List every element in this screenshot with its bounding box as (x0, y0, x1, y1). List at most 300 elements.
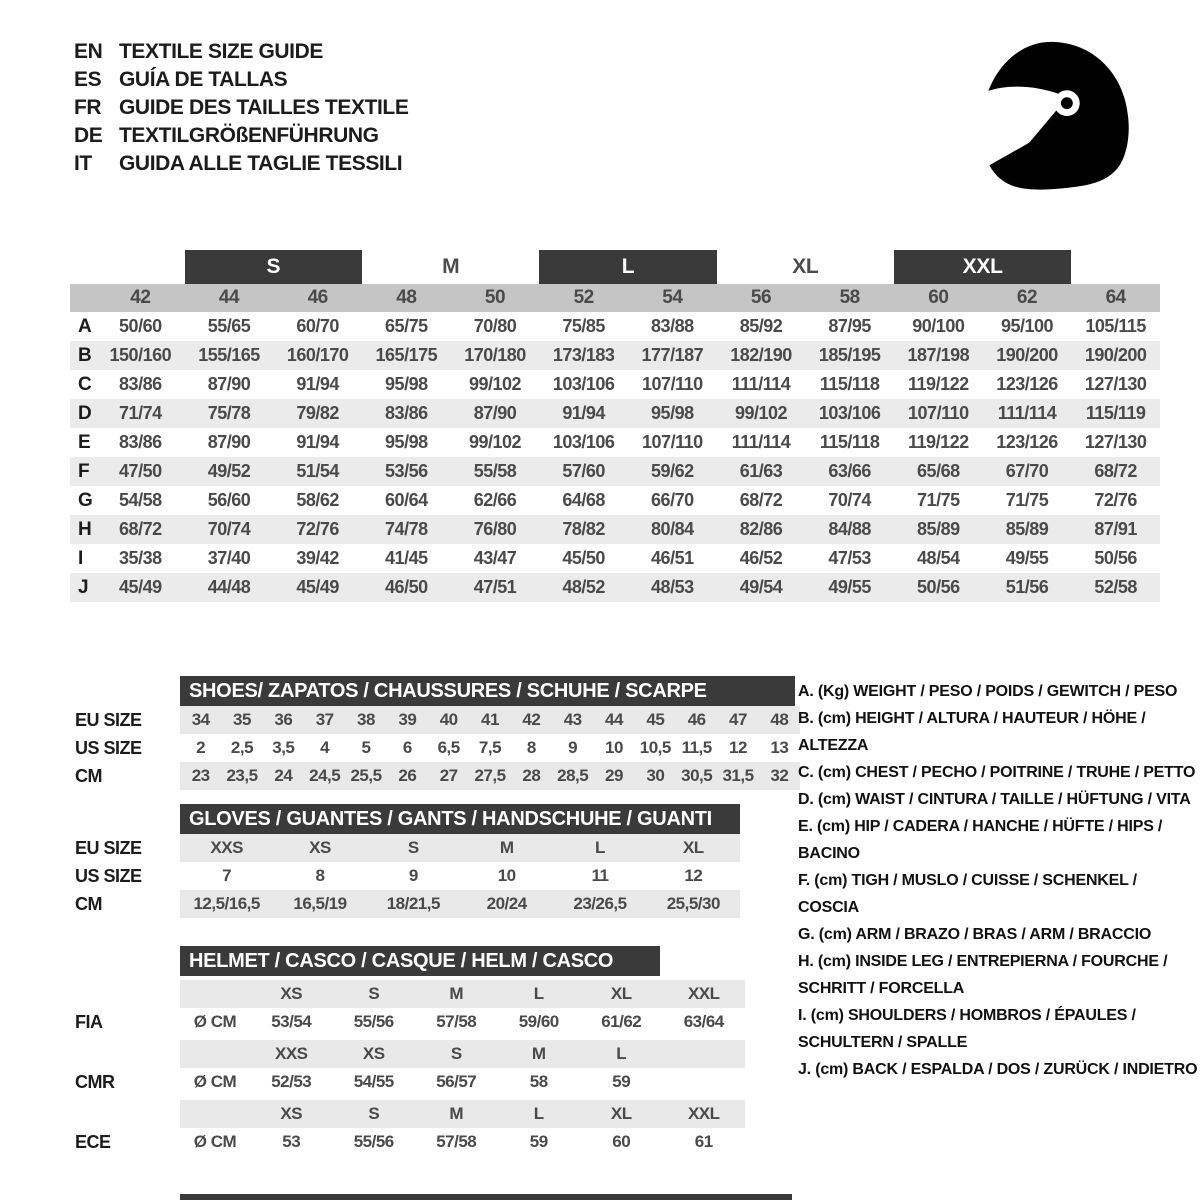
size-value: 59/62 (651, 461, 694, 481)
helmet-values (180, 980, 745, 1008)
value-cell: 44 (605, 710, 623, 729)
numeric-size: 48 (396, 287, 417, 308)
size-value: 78/82 (562, 519, 605, 539)
size-value: 103/106 (552, 374, 615, 394)
size-value: 72/76 (1094, 490, 1137, 510)
value-cell: 20/24 (486, 894, 527, 913)
size-value: 47/50 (119, 461, 162, 481)
size-value: 47/51 (473, 577, 517, 597)
value-cell: 46 (687, 710, 706, 729)
letter-size-xl: XL (792, 255, 819, 278)
corner-cell (70, 284, 96, 312)
size-value: 95/98 (651, 403, 694, 423)
row-letter: J (78, 576, 89, 598)
numeric-size: 42 (130, 287, 151, 308)
size-value: 87/95 (828, 316, 871, 336)
shoes-section (70, 676, 800, 790)
size-value: 115/119 (1085, 403, 1146, 423)
value-cell: M (499, 838, 514, 857)
size-value: 83/86 (119, 432, 162, 452)
size-table-row (70, 457, 1160, 486)
language-code: ES (74, 68, 102, 91)
helmet-row (70, 1128, 745, 1156)
value-cell (663, 1040, 746, 1068)
value-cell: S (368, 984, 380, 1003)
size-value: 49/55 (1005, 548, 1049, 568)
legend-item: J. (cm) BACK / ESPALDA / DOS / ZURÜCK / INDIETRO (798, 1061, 1198, 1078)
value-cell: 41 (481, 710, 499, 729)
value-cell: XXL (687, 1104, 720, 1123)
row-letter: C (78, 373, 92, 395)
row-letter: F (78, 460, 90, 482)
value-cell (180, 1100, 250, 1128)
size-value: 111/114 (997, 403, 1057, 423)
size-value: 79/82 (296, 403, 339, 423)
size-value: 68/72 (739, 490, 783, 510)
size-value: 170/180 (464, 345, 526, 365)
value-cell: 25,5 (350, 766, 382, 785)
letter-size-s: S (185, 250, 362, 284)
numeric-size: 56 (750, 287, 772, 308)
size-value: 55/58 (473, 461, 517, 481)
value-cell (180, 980, 250, 1008)
size-value: 62/66 (473, 490, 517, 510)
row-letter: B (78, 344, 92, 366)
numeric-size: 52 (573, 287, 594, 308)
value-cell: 48 (770, 710, 789, 729)
value-cell (663, 1068, 746, 1096)
size-value: 49/52 (207, 461, 251, 481)
measure-label: US SIZE (75, 737, 142, 758)
gloves-values (180, 834, 740, 862)
measure-label: US SIZE (75, 865, 142, 886)
value-cell: 57/58 (436, 1132, 477, 1151)
size-value: 107/110 (908, 403, 969, 423)
value-cell: 39 (398, 710, 417, 729)
value-cell: 10 (497, 866, 516, 885)
size-value: 70/74 (828, 490, 871, 510)
numeric-size: 60 (928, 287, 949, 308)
value-cell: 43 (563, 710, 582, 729)
size-value: 115/118 (819, 374, 880, 394)
size-value: 105/115 (1085, 316, 1146, 336)
size-value: 48/52 (562, 577, 605, 597)
racing-helmet-icon (972, 30, 1140, 202)
value-cell: 24 (274, 766, 293, 785)
value-cell: M (531, 1044, 546, 1063)
value-cell: 23/26,5 (573, 894, 627, 913)
size-table-row (70, 341, 1160, 370)
size-value: 185/195 (818, 345, 881, 365)
language-code: DE (74, 124, 103, 147)
value-cell: 59 (612, 1072, 631, 1091)
size-value: 87/90 (207, 374, 251, 394)
size-value: 115/118 (819, 432, 880, 452)
gloves-values (180, 862, 740, 890)
value-cell: 7,5 (478, 738, 502, 757)
size-value: 60/70 (296, 316, 339, 336)
size-value: 187/198 (907, 345, 970, 365)
value-cell: 30 (646, 766, 665, 785)
size-value: 85/89 (917, 519, 960, 539)
size-value: 64/68 (562, 490, 605, 510)
gloves-values (180, 890, 740, 918)
size-value: 123/126 (996, 374, 1058, 394)
value-cell: 12 (729, 738, 747, 757)
value-cell: 5 (361, 738, 371, 757)
bottom-crop-bar (180, 1194, 792, 1200)
value-cell: 59/60 (518, 1012, 559, 1031)
shoes-title-bar: SHOES/ ZAPATOS / CHAUSSURES / SCHUHE / SCARPE (180, 676, 795, 706)
size-value: 111/114 (731, 374, 791, 394)
value-cell: 23 (191, 766, 210, 785)
size-value: 155/165 (198, 345, 260, 365)
standard-label (70, 980, 180, 1008)
size-value: 63/66 (828, 461, 871, 481)
language-row (74, 122, 408, 150)
shoes-values (180, 706, 800, 734)
size-value: 70/74 (207, 519, 251, 539)
size-value: 76/80 (473, 519, 517, 539)
shoes-values (180, 734, 800, 762)
value-cell: 10 (605, 738, 623, 757)
value-cell: 4 (320, 738, 330, 757)
helmet-row (70, 980, 745, 1008)
legend-item: G. (cm) ARM / BRAZO / BRAS / ARM / BRACCIO (798, 926, 1152, 943)
value-cell: XS (280, 984, 303, 1003)
row-letter: D (78, 402, 92, 424)
shoes-values (180, 762, 800, 790)
row-letter: E (78, 431, 91, 453)
size-table-row (70, 544, 1160, 573)
size-table-row (70, 370, 1160, 399)
value-cell: XXS (274, 1044, 308, 1063)
size-value: 39/42 (296, 548, 339, 568)
value-cell: 27 (439, 766, 458, 785)
row-letter: H (78, 518, 92, 540)
value-cell: 31,5 (722, 766, 754, 785)
value-cell: 2 (196, 738, 206, 757)
value-cell: XL (610, 1104, 632, 1123)
value-cell: L (533, 984, 544, 1003)
measurement-legend (798, 678, 1198, 1083)
value-cell: 52/53 (271, 1072, 312, 1091)
size-value: 50/56 (917, 577, 960, 597)
size-value: 66/70 (651, 490, 694, 510)
value-cell: 6,5 (437, 738, 460, 757)
value-cell: 60 (612, 1132, 631, 1151)
size-value: 74/78 (385, 519, 428, 539)
size-value: 90/100 (912, 316, 965, 336)
language-list (74, 38, 408, 178)
shoes-rows (70, 706, 800, 790)
helmet-title-bar: HELMET / CASCO / CASQUE / HELM / CASCO (180, 946, 660, 976)
numeric-size: 58 (839, 287, 860, 308)
measure-label: CM (75, 765, 102, 786)
language-title: GUÍA DE TALLAS (119, 68, 288, 91)
language-title: GUIDE DES TAILLES TEXTILE (119, 96, 409, 119)
size-value: 87/90 (207, 432, 251, 452)
helmet-values (180, 1100, 745, 1128)
helmet-row (70, 1068, 745, 1096)
legend-item: I. (cm) SHOULDERS / HOMBROS / ÉPAULES / SCHULTERN / SPALLE (798, 1007, 1136, 1051)
value-cell: Ø CM (193, 1072, 237, 1091)
size-value: 46/52 (739, 548, 783, 568)
value-cell: 38 (357, 710, 375, 729)
numeric-size: 46 (307, 287, 328, 308)
helmet-section (70, 946, 745, 1156)
size-value: 150/160 (109, 345, 172, 365)
size-value: 41/45 (385, 548, 428, 568)
size-table-row (70, 573, 1160, 602)
size-value: 85/89 (1005, 519, 1049, 539)
value-cell: 61/62 (601, 1012, 642, 1031)
size-table-row (70, 312, 1160, 341)
size-value: 45/50 (562, 548, 605, 568)
size-value: 45/49 (296, 577, 339, 597)
value-cell: 35 (233, 710, 251, 729)
gloves-title-bar: GLOVES / GUANTES / GANTS / HANDSCHUHE / GUANTI (180, 804, 740, 834)
value-cell: 37 (315, 710, 334, 729)
gloves-section (70, 804, 740, 918)
helmet-row (70, 1040, 745, 1068)
letter-size-xxl: XXL (894, 250, 1071, 284)
helmet-row (70, 1008, 745, 1036)
measure-label: CM (75, 893, 102, 914)
value-cell: 58 (529, 1072, 548, 1091)
gloves-rows (70, 834, 740, 918)
value-cell: 8 (315, 866, 325, 885)
size-value: 107/110 (642, 432, 703, 452)
value-cell: 16,5/19 (293, 894, 347, 913)
size-value: 85/92 (739, 316, 783, 336)
size-value: 48/53 (651, 577, 694, 597)
size-value: 70/80 (473, 316, 517, 336)
value-cell: 47 (729, 710, 747, 729)
size-value: 75/85 (562, 316, 605, 336)
value-cell: 36 (274, 710, 293, 729)
size-value: 61/63 (739, 461, 783, 481)
legend-item: H. (cm) INSIDE LEG / ENTREPIERNA / FOURCHE / SCHRITT / FORCELLA (798, 953, 1168, 997)
size-value: 51/56 (1005, 577, 1049, 597)
value-cell: 63/64 (683, 1012, 724, 1031)
size-table-body (70, 312, 1160, 602)
value-cell: L (595, 838, 605, 857)
size-value: 50/60 (119, 316, 162, 336)
value-cell: 57/58 (436, 1012, 477, 1031)
value-cell: 61 (694, 1132, 713, 1151)
row-letter: A (78, 315, 92, 337)
size-value: 99/102 (468, 374, 522, 394)
value-cell: 7 (222, 866, 232, 885)
value-cell: Ø CM (193, 1012, 237, 1031)
value-cell: 45 (646, 710, 665, 729)
legend-item: C. (cm) CHEST / PECHO / POITRINE / TRUHE / PETTO (798, 764, 1196, 781)
value-cell: 56/57 (436, 1072, 477, 1091)
size-value: 51/54 (296, 461, 339, 481)
size-value: 83/88 (651, 316, 694, 336)
size-value: 173/183 (552, 345, 615, 365)
value-cell: XL (682, 838, 704, 857)
value-cell: M (449, 984, 464, 1003)
size-value: 84/88 (828, 519, 871, 539)
size-value: 49/54 (739, 577, 783, 597)
size-value: 103/106 (552, 432, 615, 452)
letter-size-header (70, 250, 1160, 284)
value-cell: 55/56 (353, 1012, 394, 1031)
size-value: 53/56 (385, 461, 428, 481)
size-table-row (70, 399, 1160, 428)
value-cell: 40 (439, 710, 458, 729)
value-cell: S (368, 1104, 380, 1123)
legend-item: B. (cm) HEIGHT / ALTURA / HAUTEUR / HÖHE / ALTEZZA (798, 710, 1146, 754)
helmet-values (180, 1008, 745, 1036)
value-cell: S (450, 1044, 462, 1063)
size-table-row (70, 486, 1160, 515)
value-cell: 28 (522, 766, 541, 785)
value-cell: 6 (402, 738, 412, 757)
gloves-row (70, 862, 740, 890)
value-cell: 9 (408, 866, 418, 885)
value-cell: 55/56 (353, 1132, 394, 1151)
value-cell: 28,5 (557, 766, 589, 785)
value-cell: 3,5 (272, 738, 295, 757)
value-cell: 32 (770, 766, 789, 785)
value-cell: 25,5/30 (666, 894, 720, 913)
standard-label: ECE (75, 1131, 111, 1152)
size-value: 99/102 (468, 432, 522, 452)
size-value: 65/68 (917, 461, 960, 481)
size-value: 165/175 (375, 345, 438, 365)
size-value: 48/54 (917, 548, 960, 568)
value-cell: XXL (687, 984, 720, 1003)
numeric-size: 50 (484, 287, 506, 308)
size-value: 60/64 (385, 490, 428, 510)
size-value: 68/72 (119, 519, 162, 539)
size-value: 87/91 (1094, 519, 1137, 539)
size-value: 46/50 (385, 577, 428, 597)
size-value: 57/60 (562, 461, 605, 481)
size-value: 83/86 (385, 403, 428, 423)
size-value: 35/38 (119, 548, 162, 568)
row-letter: G (78, 489, 93, 511)
gloves-row (70, 890, 740, 918)
language-title: TEXTILGRÖßENFÜHRUNG (119, 124, 379, 147)
size-value: 119/122 (908, 374, 969, 394)
gloves-row (70, 834, 740, 862)
value-cell: XS (362, 1044, 385, 1063)
size-value: 99/102 (734, 403, 788, 423)
letter-size-m: M (442, 255, 460, 278)
value-cell: 8 (526, 738, 536, 757)
numeric-size-row (70, 284, 1160, 312)
size-value: 46/51 (651, 548, 694, 568)
size-value: 190/200 (996, 345, 1058, 365)
size-value: 95/98 (385, 432, 428, 452)
value-cell: XS (280, 1104, 303, 1123)
value-cell: 53 (282, 1132, 301, 1151)
letter-size-l: L (539, 250, 716, 284)
size-value: 75/78 (207, 403, 251, 423)
size-value: 111/114 (731, 432, 791, 452)
size-value: 71/75 (917, 490, 960, 510)
measure-label: EU SIZE (75, 837, 142, 858)
value-cell: 34 (191, 710, 210, 729)
size-value: 103/106 (818, 403, 881, 423)
language-title: TEXTILE SIZE GUIDE (119, 40, 323, 63)
size-value: 82/86 (739, 519, 783, 539)
size-value: 91/94 (562, 403, 605, 423)
size-value: 127/130 (1084, 374, 1147, 394)
language-row (74, 66, 408, 94)
value-cell: 27,5 (474, 766, 506, 785)
language-title: GUIDA ALLE TAGLIE TESSILI (119, 152, 403, 175)
legend-item: F. (cm) TIGH / MUSLO / CUISSE / SCHENKEL / COSCIA (798, 872, 1137, 916)
size-value: 190/200 (1084, 345, 1147, 365)
size-table-row (70, 428, 1160, 457)
standard-label: CMR (75, 1071, 115, 1092)
row-letter: I (78, 547, 83, 569)
size-value: 83/86 (119, 374, 162, 394)
helmet-values (180, 1128, 745, 1156)
value-cell: 12,5/16,5 (193, 894, 260, 913)
numeric-size: 64 (1105, 287, 1126, 308)
size-value: 65/75 (385, 316, 428, 336)
size-value: 160/170 (286, 345, 349, 365)
size-value: 55/65 (207, 316, 251, 336)
size-table-row (70, 515, 1160, 544)
value-cell: 18/21,5 (386, 894, 440, 913)
language-code: FR (74, 96, 102, 119)
value-cell: 10,5 (639, 738, 671, 757)
size-value: 54/58 (119, 490, 162, 510)
size-value: 95/98 (385, 374, 428, 394)
language-row (74, 150, 408, 178)
value-cell: 9 (568, 738, 578, 757)
helmet-values (180, 1040, 745, 1068)
value-cell: XL (610, 984, 632, 1003)
legend-item: A. (Kg) WEIGHT / PESO / POIDS / GEWITCH / PESO (798, 683, 1178, 700)
size-value: 87/90 (473, 403, 517, 423)
size-value: 71/74 (119, 403, 162, 423)
value-cell: 24,5 (309, 766, 341, 785)
numeric-size: 44 (218, 287, 240, 308)
size-value: 52/58 (1094, 577, 1137, 597)
value-cell: 59 (529, 1132, 548, 1151)
value-cell (180, 1040, 250, 1068)
standard-label: FIA (75, 1011, 103, 1032)
shoes-row (70, 706, 800, 734)
size-value: 119/122 (908, 432, 969, 452)
value-cell: L (533, 1104, 544, 1123)
shoes-row (70, 762, 800, 790)
helmet-values (180, 1068, 745, 1096)
legend-item: E. (cm) HIP / CADERA / HANCHE / HÜFTE / HIPS / BACINO (798, 818, 1163, 862)
value-cell: XXS (210, 838, 243, 857)
value-cell: 11,5 (681, 738, 712, 757)
size-value: 45/49 (119, 577, 162, 597)
language-row (74, 38, 408, 66)
value-cell: 11 (591, 866, 609, 885)
size-value: 44/48 (207, 577, 251, 597)
value-cell: 42 (522, 710, 541, 729)
language-code: IT (74, 152, 92, 175)
value-cell: 29 (605, 766, 623, 785)
size-value: 182/190 (730, 345, 792, 365)
language-row (74, 94, 408, 122)
size-value: 43/47 (473, 548, 517, 568)
shoes-row (70, 734, 800, 762)
